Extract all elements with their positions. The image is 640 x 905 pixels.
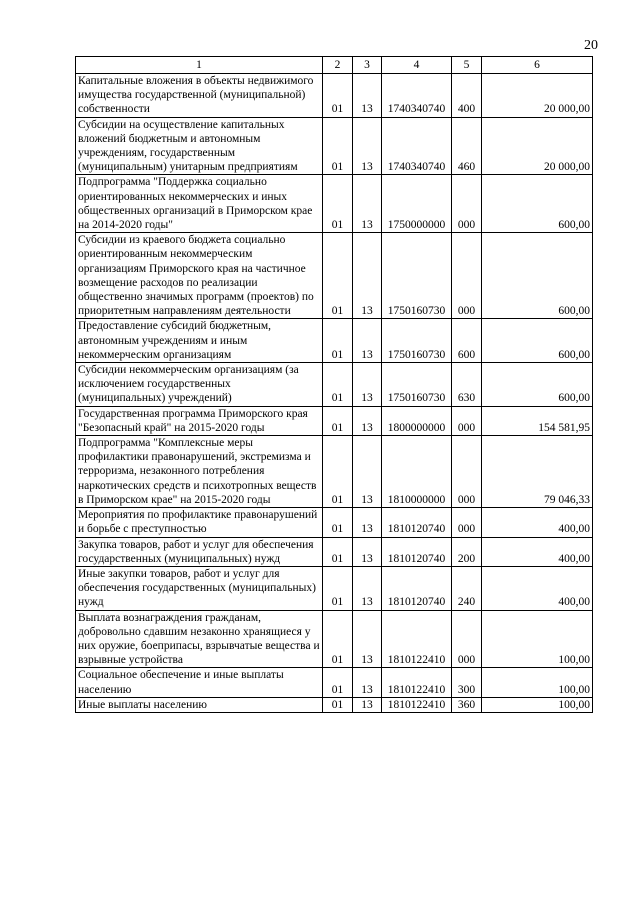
table-row — [76, 319, 593, 363]
header-row — [76, 57, 593, 74]
section-code-cell: 01 — [323, 363, 353, 407]
expense-type-cell: 300 — [452, 668, 482, 697]
subsection-code-cell: 13 — [353, 363, 382, 407]
subsection-code-cell: 13 — [353, 668, 382, 697]
subsection-code-cell: 13 — [353, 117, 382, 175]
item-name-cell: Закупка товаров, работ и услуг для обеспечения государственных (муниципальных) нужд — [76, 537, 323, 566]
table-row — [76, 117, 593, 175]
section-code-cell: 01 — [323, 406, 353, 435]
section-code-cell: 01 — [323, 668, 353, 697]
amount-cell: 600,00 — [482, 233, 593, 319]
item-name-cell: Иные закупки товаров, работ и услуг для обеспечения государственных (муниципальных) нужд — [76, 566, 323, 610]
item-name-cell: Социальное обеспечение и иные выплаты населению — [76, 668, 323, 697]
item-name-cell: Субсидии из краевого бюджета социально ориентированным некоммерческим организациям Приморского края на частичное возмещение расходов по реализации общественно значимых программ (проектов) по приоритетным направлениям деятельности — [76, 233, 323, 319]
subsection-code-cell: 13 — [353, 508, 382, 537]
item-name-cell: Подпрограмма "Поддержка социально ориентированных некоммерческих и иных общественных организаций в Приморском крае на 2014-2020 годы" — [76, 175, 323, 233]
target-article-cell: 1810120740 — [382, 508, 452, 537]
item-name-cell: Субсидии на осуществление капитальных вложений бюджетным и автономным учреждениям, государственным (муниципальным) унитарным предприятиям — [76, 117, 323, 175]
item-name-cell: Мероприятия по профилактике правонарушений и борьбе с преступностью — [76, 508, 323, 537]
table-row — [76, 668, 593, 697]
col-header: 5 — [452, 57, 482, 74]
amount-cell: 154 581,95 — [482, 406, 593, 435]
subsection-code-cell: 13 — [353, 319, 382, 363]
item-name-cell: Капитальные вложения в объекты недвижимого имущества государственной (муниципальной) собственности — [76, 74, 323, 118]
amount-cell: 79 046,33 — [482, 436, 593, 508]
col-header: 3 — [353, 57, 382, 74]
section-code-cell: 01 — [323, 175, 353, 233]
expense-type-cell: 240 — [452, 566, 482, 610]
item-name-cell: Государственная программа Приморского края "Безопасный край" на 2015-2020 годы — [76, 406, 323, 435]
amount-cell: 100,00 — [482, 610, 593, 668]
amount-cell: 400,00 — [482, 537, 593, 566]
section-code-cell: 01 — [323, 74, 353, 118]
expense-type-cell: 200 — [452, 537, 482, 566]
section-code-cell: 01 — [323, 566, 353, 610]
expense-type-cell: 630 — [452, 363, 482, 407]
expense-type-cell: 000 — [452, 610, 482, 668]
subsection-code-cell: 13 — [353, 406, 382, 435]
target-article-cell: 1740340740 — [382, 117, 452, 175]
expense-type-cell: 000 — [452, 175, 482, 233]
amount-cell: 600,00 — [482, 363, 593, 407]
section-code-cell: 01 — [323, 233, 353, 319]
expense-type-cell: 000 — [452, 508, 482, 537]
amount-cell: 100,00 — [482, 668, 593, 697]
expense-type-cell: 000 — [452, 406, 482, 435]
subsection-code-cell: 13 — [353, 74, 382, 118]
amount-cell: 100,00 — [482, 697, 593, 712]
section-code-cell: 01 — [323, 610, 353, 668]
target-article-cell: 1740340740 — [382, 74, 452, 118]
item-name-cell: Иные выплаты населению — [76, 697, 323, 712]
amount-cell: 400,00 — [482, 508, 593, 537]
amount-cell: 20 000,00 — [482, 74, 593, 118]
target-article-cell: 1810122410 — [382, 668, 452, 697]
table-row — [76, 436, 593, 508]
target-article-cell: 1750000000 — [382, 175, 452, 233]
subsection-code-cell: 13 — [353, 436, 382, 508]
expense-type-cell: 600 — [452, 319, 482, 363]
item-name-cell: Подпрограмма "Комплексные меры профилактики правонарушений, экстремизма и терроризма, незаконного потребления наркотических средств и психотропных веществ в Приморском крае" на 2015-2020 годы — [76, 436, 323, 508]
section-code-cell: 01 — [323, 319, 353, 363]
subsection-code-cell: 13 — [353, 175, 382, 233]
table-row — [76, 508, 593, 537]
target-article-cell: 1750160730 — [382, 233, 452, 319]
amount-cell: 600,00 — [482, 175, 593, 233]
item-name-cell: Предоставление субсидий бюджетным, автономным учреждениям и иным некоммерческим организациям — [76, 319, 323, 363]
amount-cell: 600,00 — [482, 319, 593, 363]
table-row — [76, 537, 593, 566]
target-article-cell: 1750160730 — [382, 319, 452, 363]
expense-type-cell: 360 — [452, 697, 482, 712]
table-row — [76, 406, 593, 435]
target-article-cell: 1800000000 — [382, 406, 452, 435]
target-article-cell: 1810122410 — [382, 610, 452, 668]
section-code-cell: 01 — [323, 537, 353, 566]
section-code-cell: 01 — [323, 697, 353, 712]
page-number: 20 — [584, 38, 598, 53]
col-header: 4 — [382, 57, 452, 74]
target-article-cell: 1810120740 — [382, 566, 452, 610]
subsection-code-cell: 13 — [353, 233, 382, 319]
subsection-code-cell: 13 — [353, 537, 382, 566]
table-row — [76, 610, 593, 668]
target-article-cell: 1810122410 — [382, 697, 452, 712]
section-code-cell: 01 — [323, 117, 353, 175]
subsection-code-cell: 13 — [353, 566, 382, 610]
expense-type-cell: 400 — [452, 74, 482, 118]
expense-type-cell: 000 — [452, 436, 482, 508]
target-article-cell: 1810000000 — [382, 436, 452, 508]
target-article-cell: 1750160730 — [382, 363, 452, 407]
item-name-cell: Субсидии некоммерческим организациям (за исключением государственных (муниципальных) учреждений) — [76, 363, 323, 407]
col-header: 6 — [482, 57, 593, 74]
subsection-code-cell: 13 — [353, 610, 382, 668]
budget-table — [75, 56, 593, 713]
col-header: 2 — [323, 57, 353, 74]
amount-cell: 400,00 — [482, 566, 593, 610]
table-row — [76, 363, 593, 407]
table-row — [76, 566, 593, 610]
table-row — [76, 233, 593, 319]
expense-type-cell: 000 — [452, 233, 482, 319]
section-code-cell: 01 — [323, 436, 353, 508]
table-row — [76, 74, 593, 118]
section-code-cell: 01 — [323, 508, 353, 537]
amount-cell: 20 000,00 — [482, 117, 593, 175]
col-header: 1 — [76, 57, 323, 74]
table-row — [76, 697, 593, 712]
subsection-code-cell: 13 — [353, 697, 382, 712]
item-name-cell: Выплата вознаграждения гражданам, добровольно сдавшим незаконно хранящиеся у них оружие, боеприпасы, взрывчатые вещества и взрывные устройства — [76, 610, 323, 668]
target-article-cell: 1810120740 — [382, 537, 452, 566]
expense-type-cell: 460 — [452, 117, 482, 175]
table-row — [76, 175, 593, 233]
